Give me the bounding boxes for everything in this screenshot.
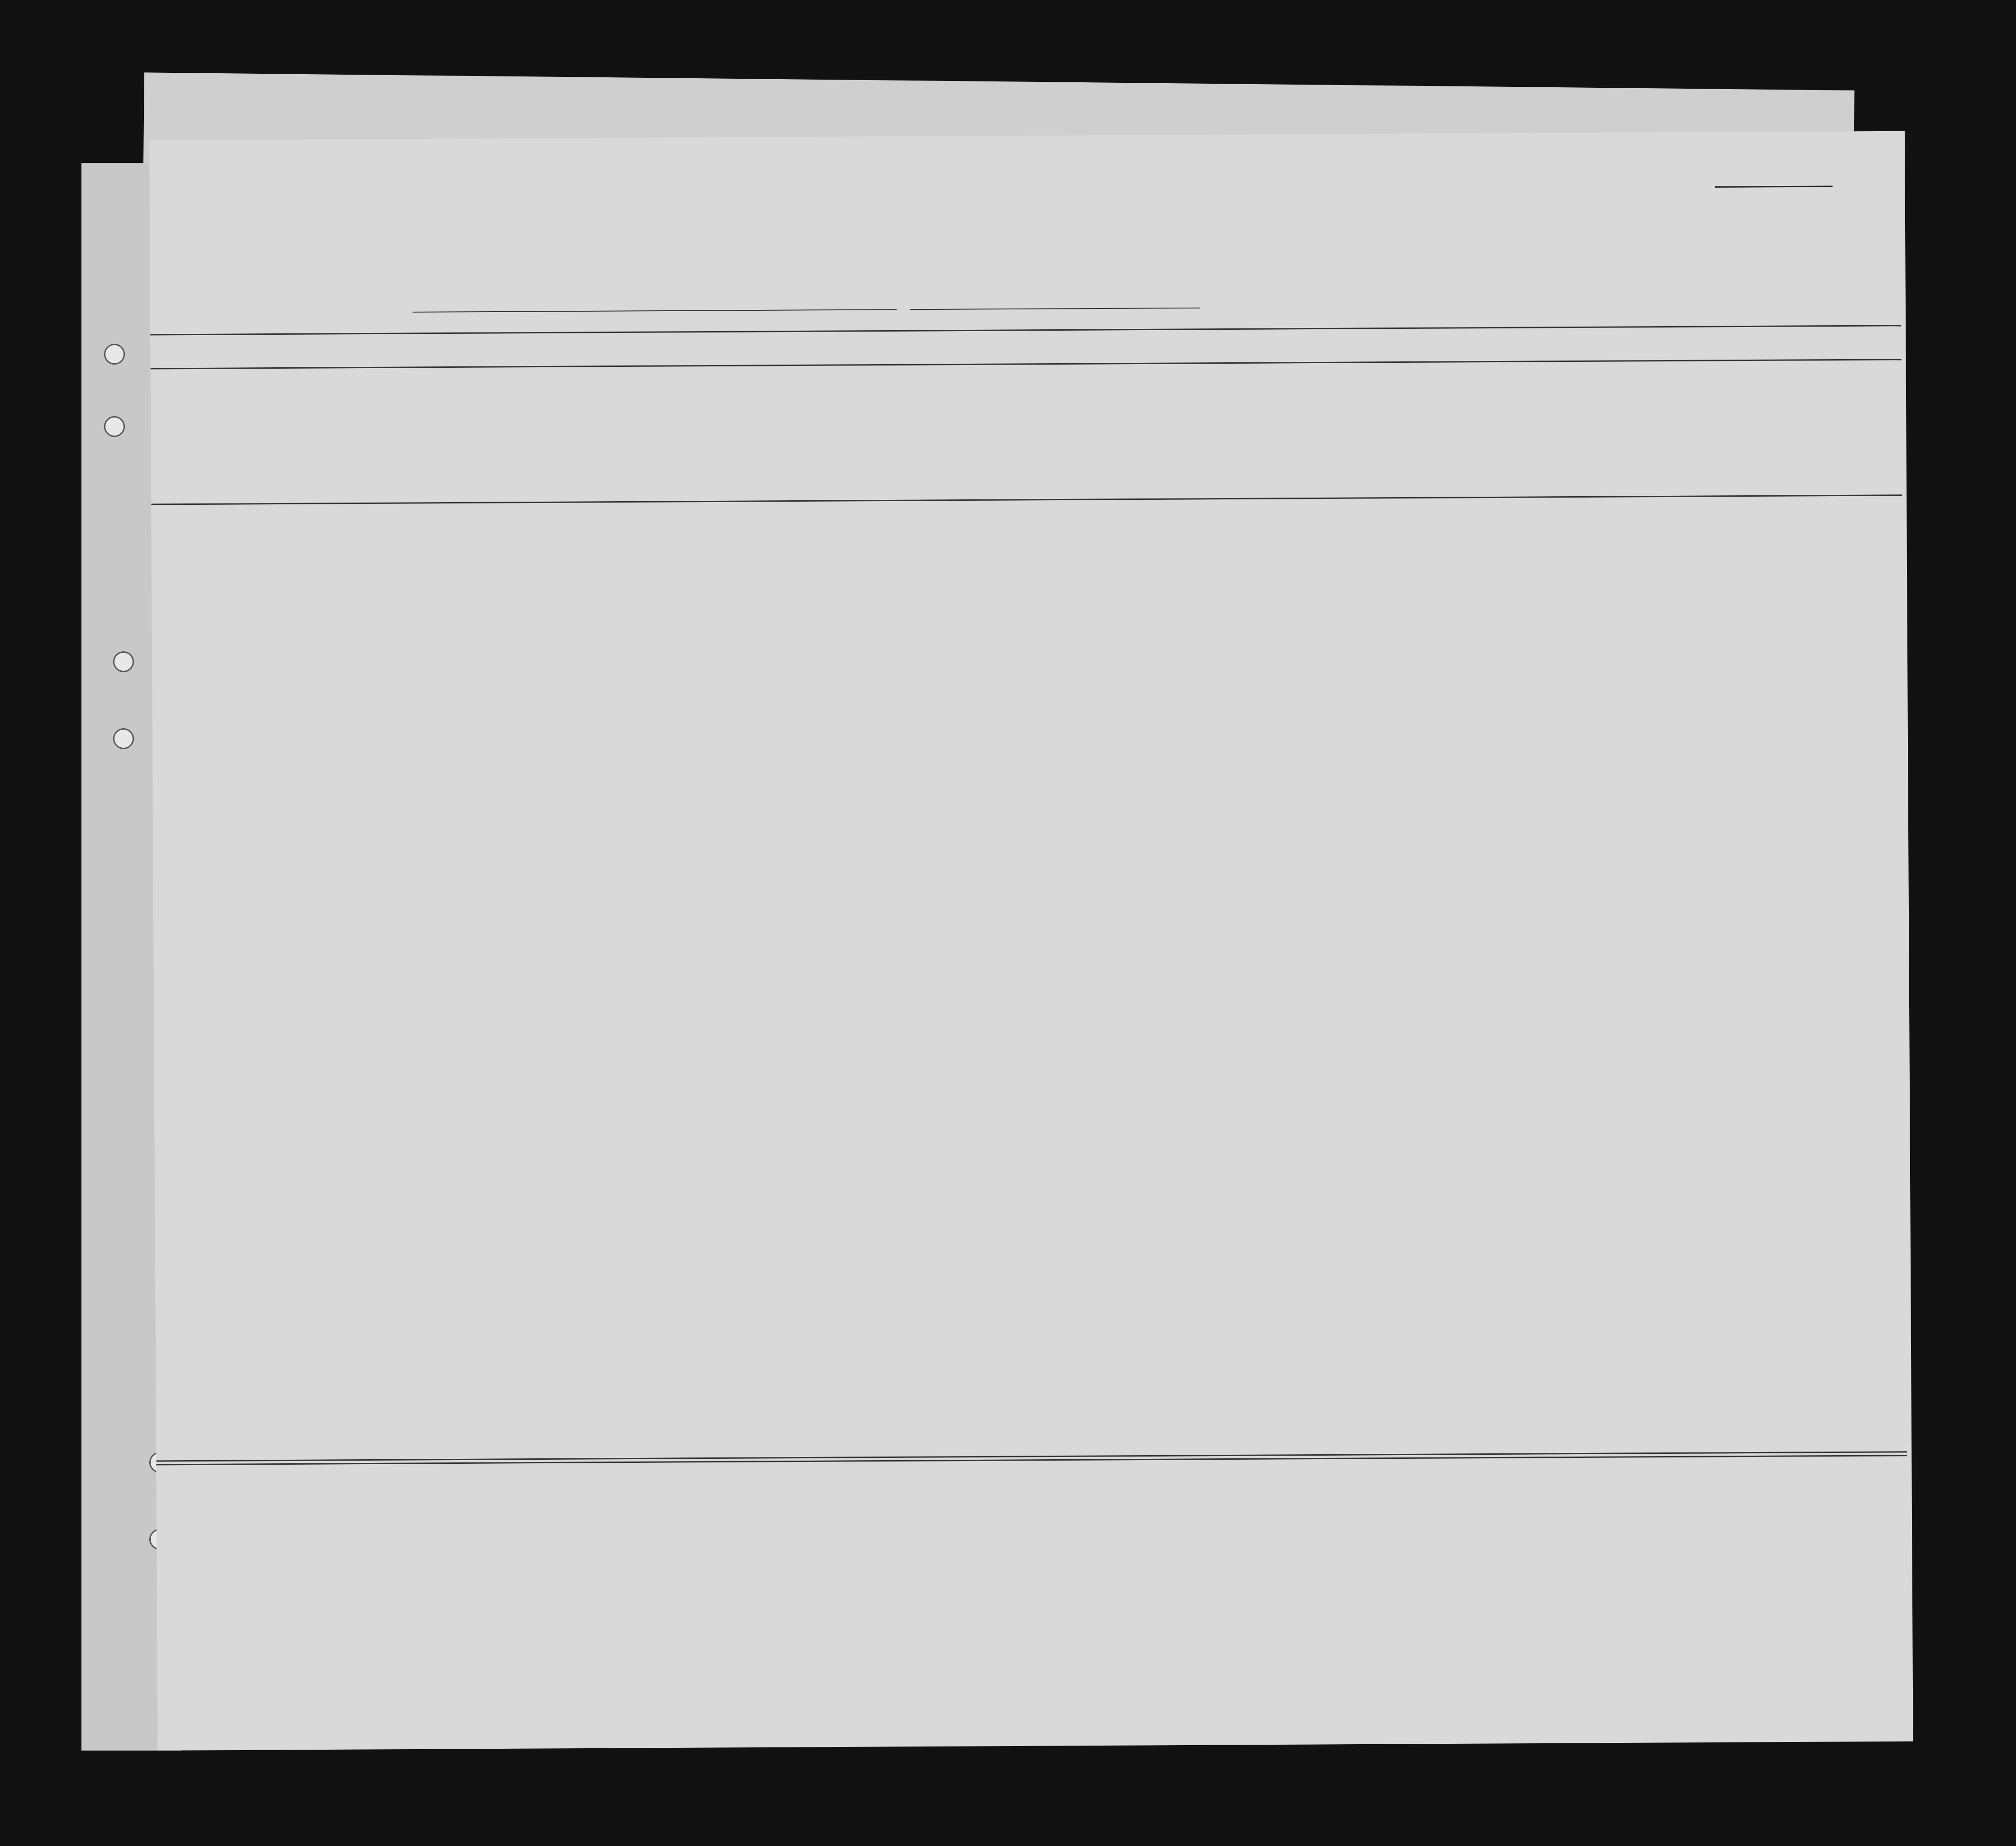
punch-hole: [113, 728, 134, 749]
manifest-table: [149, 131, 1913, 1714]
punch-hole: [104, 416, 125, 437]
hdr-polygamist: [1270, 370, 1298, 496]
hdr-join: [877, 407, 1054, 471]
hdr-deformed: [1533, 393, 1585, 484]
hdr-yes-no: [742, 445, 769, 499]
punch-hole: [113, 651, 134, 672]
hdr-health: [1483, 393, 1533, 484]
hdr-anarchist: [1300, 369, 1327, 496]
punch-hole: [104, 344, 125, 365]
hdr-before-us: [741, 370, 873, 416]
manifest-sheet: [149, 131, 1913, 1751]
hdr-money: [707, 372, 739, 499]
column-headers: [198, 365, 1585, 502]
hdr-year: [766, 449, 817, 499]
hdr-relative: [198, 410, 386, 461]
hdr-ticket: [603, 373, 631, 499]
